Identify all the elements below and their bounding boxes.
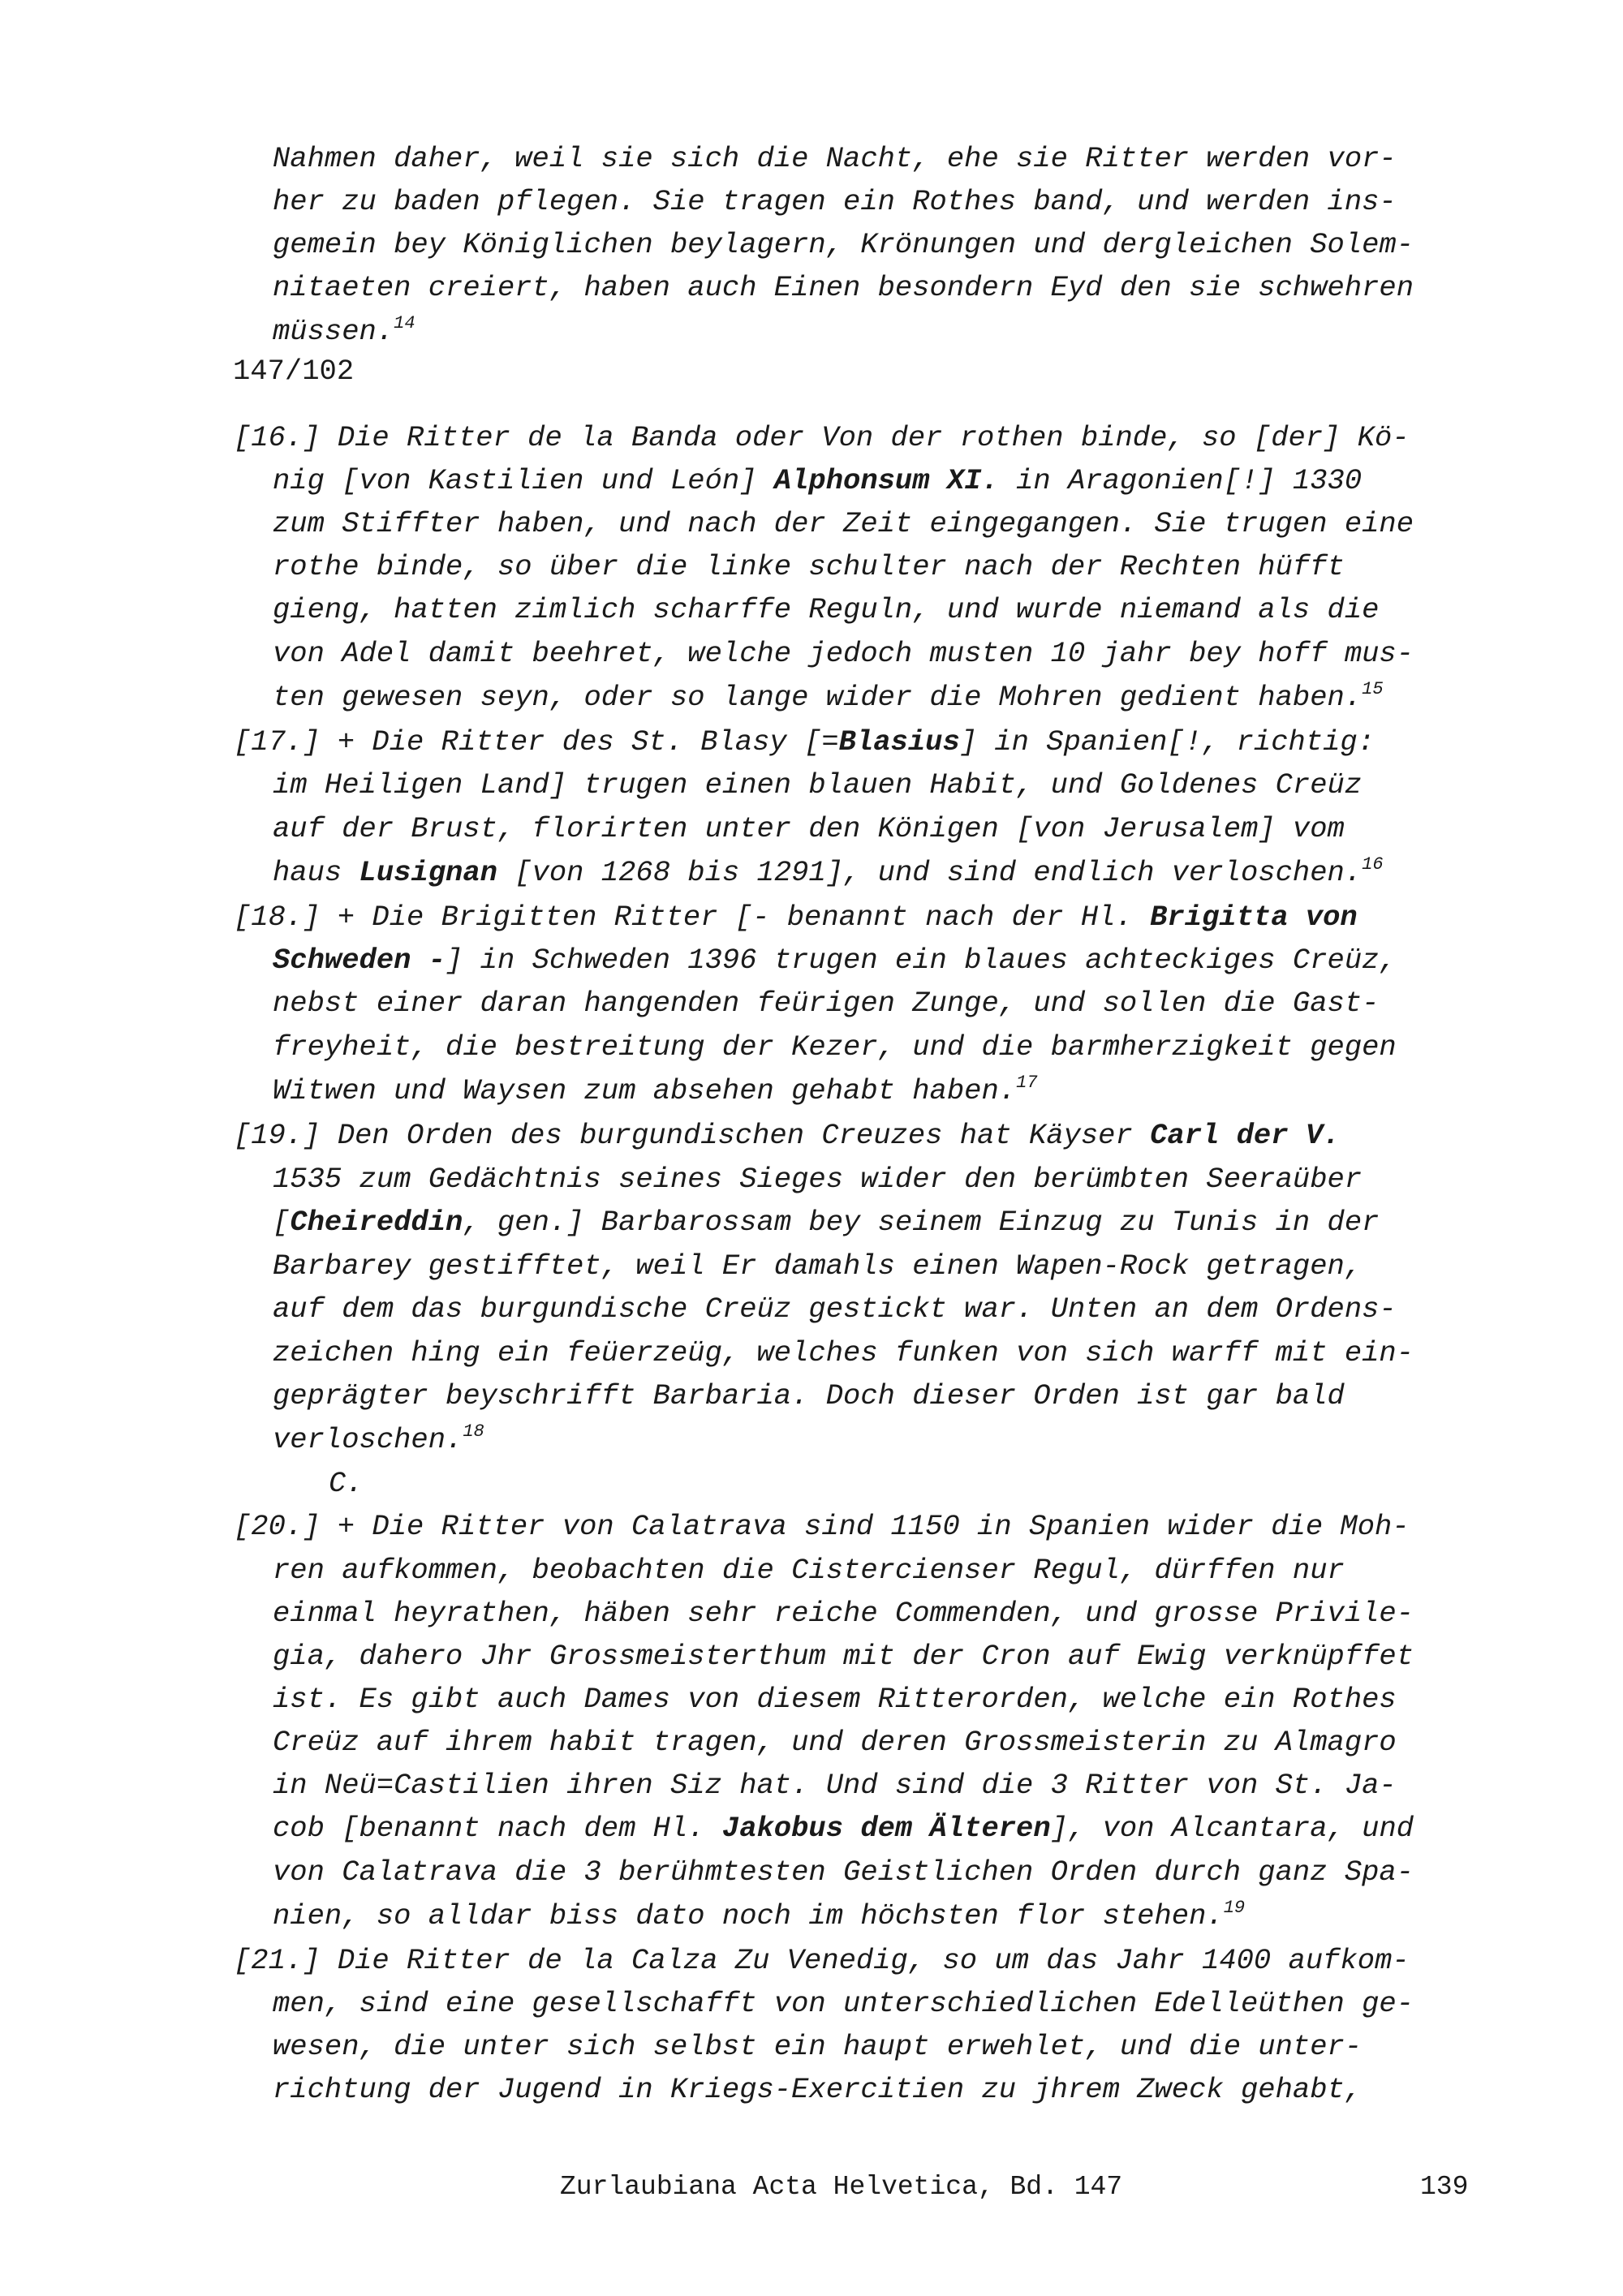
text-segment: zeichen hing ein feüerzeüg, welches funken von sich warff mit ein- (273, 1336, 1414, 1369)
text-segment: , gen.] Barbarossam bey seinem Einzug zu Tunis in der (463, 1206, 1380, 1239)
text-segment: gieng, hatten zimlich scharffe Reguln, und wurde niemand als die (273, 593, 1380, 626)
text-line (273, 1165, 1362, 1194)
text-segment: in Aragonien[!] 1330 (998, 464, 1363, 497)
footnote-ref: 16 (1362, 854, 1384, 875)
text-segment: müssen. (273, 315, 394, 348)
text-line (273, 989, 1379, 1018)
text-segment: einmal heyrathen, häben sehr reiche Commenden, und grosse Privile- (273, 1597, 1414, 1630)
text-segment: nien, so alldar biss dato noch im höchsten flor stehen. (273, 1899, 1224, 1933)
text-segment: geprägter beyschrifft Barbaria. Doch dieser Orden ist gar bald (273, 1379, 1345, 1412)
text-segment: freyheit, die bestreitung der Kezer, und die barmherzigkeit gegen (273, 1030, 1397, 1064)
text-segment: ten gewesen seyn, oder so lange wider die Mohren gedient haben. (273, 681, 1363, 714)
bold-name: Blasius (838, 725, 960, 759)
text-line (273, 639, 1414, 669)
text-line (273, 1379, 1345, 1412)
text-segment: Nahmen daher, weil sie sich die Nacht, ehe sie Ritter werden vor- (273, 142, 1397, 175)
text-line (273, 507, 1414, 540)
text-line (273, 313, 415, 348)
footnote-ref: 18 (463, 1421, 484, 1442)
text-line (273, 144, 1397, 174)
text-line (273, 1249, 1363, 1283)
bold-name: Jakobus dem Älteren (721, 1812, 1051, 1845)
text-line (234, 1512, 1410, 1541)
text-segment: [ (273, 1206, 291, 1239)
text-line (273, 1556, 1345, 1585)
bold-name: Alphonsum XI. (773, 464, 999, 497)
source-reference: 147/102 (233, 355, 355, 388)
text-segment: [18.] + Die Brigitten Ritter [- benannt nach der Hl. (234, 901, 1151, 934)
text-line (273, 1421, 484, 1456)
text-segment: [19.] Den Orden des burgundischen Creuzes hat Käyser (234, 1119, 1151, 1152)
text-line (273, 1030, 1397, 1064)
text-line (234, 903, 1358, 932)
text-line (273, 2032, 1362, 2062)
bold-name: Carl der V. (1150, 1119, 1341, 1152)
text-line (273, 550, 1345, 583)
bold-name: Cheireddin (290, 1206, 463, 1239)
text-line (273, 1989, 1414, 2019)
text-line (273, 187, 1397, 217)
text-segment: ] in Schweden 1396 trugen ein blaues achteckiges Creüz, (446, 944, 1397, 977)
text-segment: her zu baden pflegen. Sie tragen ein Rothes band, und werden ins- (273, 185, 1397, 218)
text-line (273, 1599, 1414, 1628)
text-line (273, 1642, 1414, 1671)
section-heading (329, 1469, 364, 1498)
text-line (273, 946, 1397, 975)
text-segment: zum Stiffter haben, und nach der Zeit eingegangen. Sie trugen eine (273, 507, 1414, 540)
text-line (273, 854, 1384, 889)
text-segment: [16.] Die Ritter de la Banda oder Von der rothen binde, so [der] Kö- (234, 421, 1410, 454)
text-line (273, 1685, 1397, 1714)
text-segment: [20.] + Die Ritter von Calatrava sind 1150 in Spanien wider die Moh- (234, 1510, 1410, 1543)
text-segment: ist. Es gibt auch Dames von diesem Ritterorden, welche ein Rothes (273, 1683, 1397, 1716)
text-segment: nebst einer daran hangenden feürigen Zunge, und sollen die Gast- (273, 987, 1380, 1020)
text-segment: gemein bey Königlichen beylagern, Krönungen und dergleichen Solem- (273, 228, 1414, 261)
text-line (234, 421, 1410, 454)
footer-title: Zurlaubiana Acta Helvetica, Bd. 147 (560, 2172, 1123, 2202)
text-segment: nig [von Kastilien und León] (273, 464, 774, 497)
text-segment: von Adel damit beehret, welche jedoch musten 10 jahr bey hoff mus- (273, 637, 1414, 670)
text-line (273, 595, 1379, 625)
text-segment: verloschen. (273, 1423, 463, 1456)
text-segment: haus (273, 856, 359, 889)
page-number: 139 (1420, 2172, 1469, 2202)
text-line (273, 768, 1363, 802)
text-line (234, 1121, 1340, 1150)
text-segment: auf der Brust, florirten unter den Königen [von Jerusalem] vom (273, 812, 1345, 845)
text-segment: auf dem das burgundische Creüz gestickt war. Unten an dem Ordens- (273, 1292, 1397, 1326)
text-line (234, 1946, 1410, 1976)
text-segment: nitaeten creiert, haben auch Einen besondern Eyd den sie schwehren (273, 271, 1414, 304)
text-line (273, 1292, 1397, 1326)
text-line (273, 2075, 1362, 2105)
text-segment: Creüz auf ihrem habit tragen, und deren Grossmeisterin zu Almagro (273, 1726, 1397, 1759)
text-segment: richtung der Jugend in Kriegs-Exercitien zu jhrem Zweck gehabt, (273, 2073, 1363, 2106)
text-segment: ] in Spanien[!, richtig: (959, 725, 1375, 759)
bold-name: Brigitta von (1150, 901, 1358, 934)
text-segment: von Calatrava die 3 berühmtesten Geistlichen Orden durch ganz Spa- (273, 1855, 1414, 1889)
text-segment: gia, dahero Jhr Grossmeisterthum mit der Cron auf Ewig verknüpffet (273, 1640, 1414, 1673)
footnote-ref: 15 (1362, 679, 1384, 699)
text-line (273, 1855, 1414, 1889)
text-line (273, 679, 1384, 714)
text-line (273, 1814, 1414, 1843)
text-line (273, 1771, 1397, 1800)
text-line (273, 1208, 1379, 1237)
text-line (273, 464, 1363, 497)
text-line (273, 1898, 1246, 1933)
text-segment: cob [benannt nach dem Hl. (273, 1812, 722, 1845)
bold-name: Schweden - (273, 944, 446, 977)
text-segment: im Heiligen Land] trugen einen blauen Habit, und Goldenes Creüz (273, 768, 1363, 802)
text-segment: [21.] Die Ritter de la Calza Zu Venedig, so um das Jahr 1400 aufkom- (234, 1944, 1410, 1977)
footnote-ref: 19 (1223, 1898, 1246, 1918)
text-segment: rothe binde, so über die linke schulter nach der Rechten hüfft (273, 550, 1345, 583)
text-line (273, 1728, 1397, 1757)
text-segment: C. (329, 1467, 364, 1500)
bold-name: Lusignan (359, 856, 497, 889)
text-segment: Barbarey gestifftet, weil Er damahls einen Wapen-Rock getragen, (273, 1249, 1363, 1283)
text-segment: wesen, die unter sich selbst ein haupt erwehlet, und die unter- (273, 2030, 1363, 2063)
text-segment: Witwen und Waysen zum absehen gehabt haben. (273, 1074, 1017, 1107)
text-segment: ], von Alcantara, und (1050, 1812, 1414, 1845)
text-line (234, 725, 1375, 759)
text-line (273, 812, 1345, 845)
text-line (273, 273, 1414, 303)
text-segment: ren aufkommen, beobachten die Cistercienser Regul, dürffen nur (273, 1554, 1345, 1587)
text-segment: [17.] + Die Ritter des St. Blasy [= (234, 725, 839, 759)
text-line (273, 230, 1414, 260)
text-segment: in Neü=Castilien ihren Siz hat. Und sind die 3 Ritter von St. Ja- (273, 1769, 1397, 1802)
footnote-ref: 14 (394, 313, 415, 333)
footnote-ref: 17 (1016, 1073, 1038, 1093)
text-line (273, 1073, 1038, 1107)
text-segment: 1535 zum Gedächtnis seines Sieges wider den berümbten Seeraüber (273, 1163, 1363, 1196)
text-segment: [von 1268 bis 1291], und sind endlich verloschen. (497, 856, 1363, 889)
text-segment: men, sind eine gesellschafft von unterschiedlichen Edelleüthen ge- (273, 1987, 1414, 2020)
text-line (273, 1336, 1414, 1369)
